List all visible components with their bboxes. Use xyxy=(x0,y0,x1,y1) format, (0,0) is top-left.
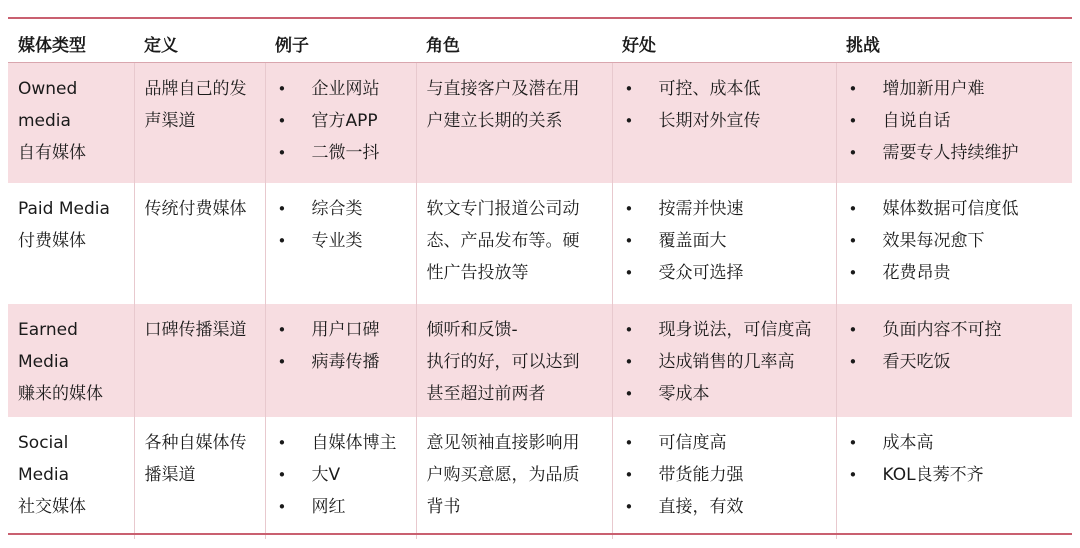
table-row-owned-media xyxy=(8,63,1072,184)
benefit-item: • 覆盖面大 xyxy=(623,225,836,257)
role-line: 户购买意愿，为品质 xyxy=(426,465,580,485)
cell-role xyxy=(416,417,612,539)
media-type-line: 社交媒体 xyxy=(18,497,86,517)
benefit-item: • 达成销售的几率高 xyxy=(623,346,836,378)
benefit-item: • 带货能力强 xyxy=(623,459,836,491)
definition-line: 各种自媒体传 xyxy=(144,433,247,453)
benefit-item: • 按需并快速 xyxy=(623,193,836,225)
header-definition: 定义 xyxy=(134,25,265,63)
example-item: • 病毒传播 xyxy=(276,346,416,378)
example-item: • 用户口碑 xyxy=(276,314,416,346)
header-row xyxy=(8,25,1072,63)
benefit-item: • 长期对外宣传 xyxy=(623,105,836,137)
examples-list xyxy=(276,193,416,257)
challenge-item: • 需要专人持续维护 xyxy=(847,137,1073,169)
media-type-line: 赚来的媒体 xyxy=(18,384,103,404)
cell-media-type xyxy=(8,417,134,539)
example-item: • 大V xyxy=(276,459,416,491)
header-media-type: 媒体类型 xyxy=(8,25,134,63)
role-line: 倾听和反馈- xyxy=(426,320,518,340)
media-type-line: Media xyxy=(18,352,70,372)
role-line: 性广告投放等 xyxy=(426,263,529,283)
cell-definition xyxy=(134,417,265,539)
benefits-list xyxy=(623,73,836,137)
definition-line: 品牌自己的发 xyxy=(144,79,247,99)
media-types-table xyxy=(8,25,1072,539)
role-line: 背书 xyxy=(426,497,461,517)
example-item: • 专业类 xyxy=(276,225,416,257)
header-role: 角色 xyxy=(416,25,612,63)
challenge-item: • 自说自话 xyxy=(847,105,1073,137)
cell-role xyxy=(416,304,612,417)
challenge-item: • 媒体数据可信度低 xyxy=(847,193,1073,225)
definition-line: 口碑传播渠道 xyxy=(144,320,247,340)
cell-challenges xyxy=(836,183,1072,304)
challenge-item: • 增加新用户难 xyxy=(847,73,1073,105)
example-item: • 自媒体博主 xyxy=(276,427,416,459)
challenges-list xyxy=(847,314,1073,378)
media-type-line: Earned xyxy=(18,320,78,340)
benefit-item: • 零成本 xyxy=(623,378,836,410)
cell-examples xyxy=(265,304,416,417)
challenge-item: • 成本高 xyxy=(847,427,1073,459)
role-line: 户建立长期的关系 xyxy=(426,111,563,131)
header-examples: 例子 xyxy=(265,25,416,63)
cell-challenges xyxy=(836,63,1072,184)
role-line: 软文专门报道公司动 xyxy=(426,199,580,219)
cell-role xyxy=(416,63,612,184)
role-line: 与直接客户及潜在用 xyxy=(426,79,580,99)
cell-media-type xyxy=(8,63,134,184)
cell-examples xyxy=(265,183,416,304)
header-challenges: 挑战 xyxy=(836,25,1072,63)
example-item: • 官方APP xyxy=(276,105,416,137)
benefits-list xyxy=(623,193,836,289)
table-row-paid-media xyxy=(8,183,1072,304)
media-type-line: Owned xyxy=(18,79,78,99)
media-type-line: 付费媒体 xyxy=(18,231,86,251)
challenges-list xyxy=(847,73,1073,169)
media-type-line: 自有媒体 xyxy=(18,143,86,163)
definition-line: 声渠道 xyxy=(144,111,196,131)
challenge-item: • 看天吃饭 xyxy=(847,346,1073,378)
benefits-list xyxy=(623,427,836,523)
cell-role xyxy=(416,183,612,304)
challenge-item: • 效果每况愈下 xyxy=(847,225,1073,257)
header-benefits: 好处 xyxy=(612,25,836,63)
cell-benefits xyxy=(612,304,836,417)
definition-line: 传统付费媒体 xyxy=(144,199,247,219)
example-item: • 综合类 xyxy=(276,193,416,225)
examples-list xyxy=(276,73,416,169)
table-bottom-rule xyxy=(8,533,1072,535)
benefit-item: • 现身说法，可信度高 xyxy=(623,314,836,346)
cell-definition xyxy=(134,63,265,184)
role-line: 意见领袖直接影响用 xyxy=(426,433,580,453)
challenge-item: • 负面内容不可控 xyxy=(847,314,1073,346)
challenges-list xyxy=(847,427,1073,491)
definition-line: 播渠道 xyxy=(144,465,196,485)
role-line: 甚至超过前两者 xyxy=(426,384,546,404)
benefit-item: • 受众可选择 xyxy=(623,257,836,289)
example-item: • 网红 xyxy=(276,491,416,523)
cell-benefits xyxy=(612,183,836,304)
cell-benefits xyxy=(612,417,836,539)
examples-list xyxy=(276,314,416,378)
role-line: 执行的好，可以达到 xyxy=(426,352,580,372)
cell-definition xyxy=(134,304,265,417)
media-type-line: Social xyxy=(18,433,69,453)
example-item: • 企业网站 xyxy=(276,73,416,105)
benefit-item: • 可信度高 xyxy=(623,427,836,459)
cell-examples xyxy=(265,63,416,184)
media-type-line: media xyxy=(18,111,71,131)
examples-list xyxy=(276,427,416,523)
challenge-item: • 花费昂贵 xyxy=(847,257,1073,289)
media-type-line: Media xyxy=(18,465,70,485)
media-type-line: Paid Media xyxy=(18,199,110,219)
cell-benefits xyxy=(612,63,836,184)
role-line: 态、产品发布等。硬 xyxy=(426,231,580,251)
cell-definition xyxy=(134,183,265,304)
cell-challenges xyxy=(836,417,1072,539)
benefit-item: • 直接，有效 xyxy=(623,491,836,523)
cell-media-type xyxy=(8,304,134,417)
benefits-list xyxy=(623,314,836,410)
example-item: • 二微一抖 xyxy=(276,137,416,169)
benefit-item: • 可控、成本低 xyxy=(623,73,836,105)
table-row-earned-media xyxy=(8,304,1072,417)
cell-challenges xyxy=(836,304,1072,417)
table-top-rule xyxy=(8,17,1072,19)
challenge-item: • KOL良莠不齐 xyxy=(847,459,1073,491)
table-row-social-media xyxy=(8,417,1072,539)
cell-media-type xyxy=(8,183,134,304)
cell-examples xyxy=(265,417,416,539)
challenges-list xyxy=(847,193,1073,289)
